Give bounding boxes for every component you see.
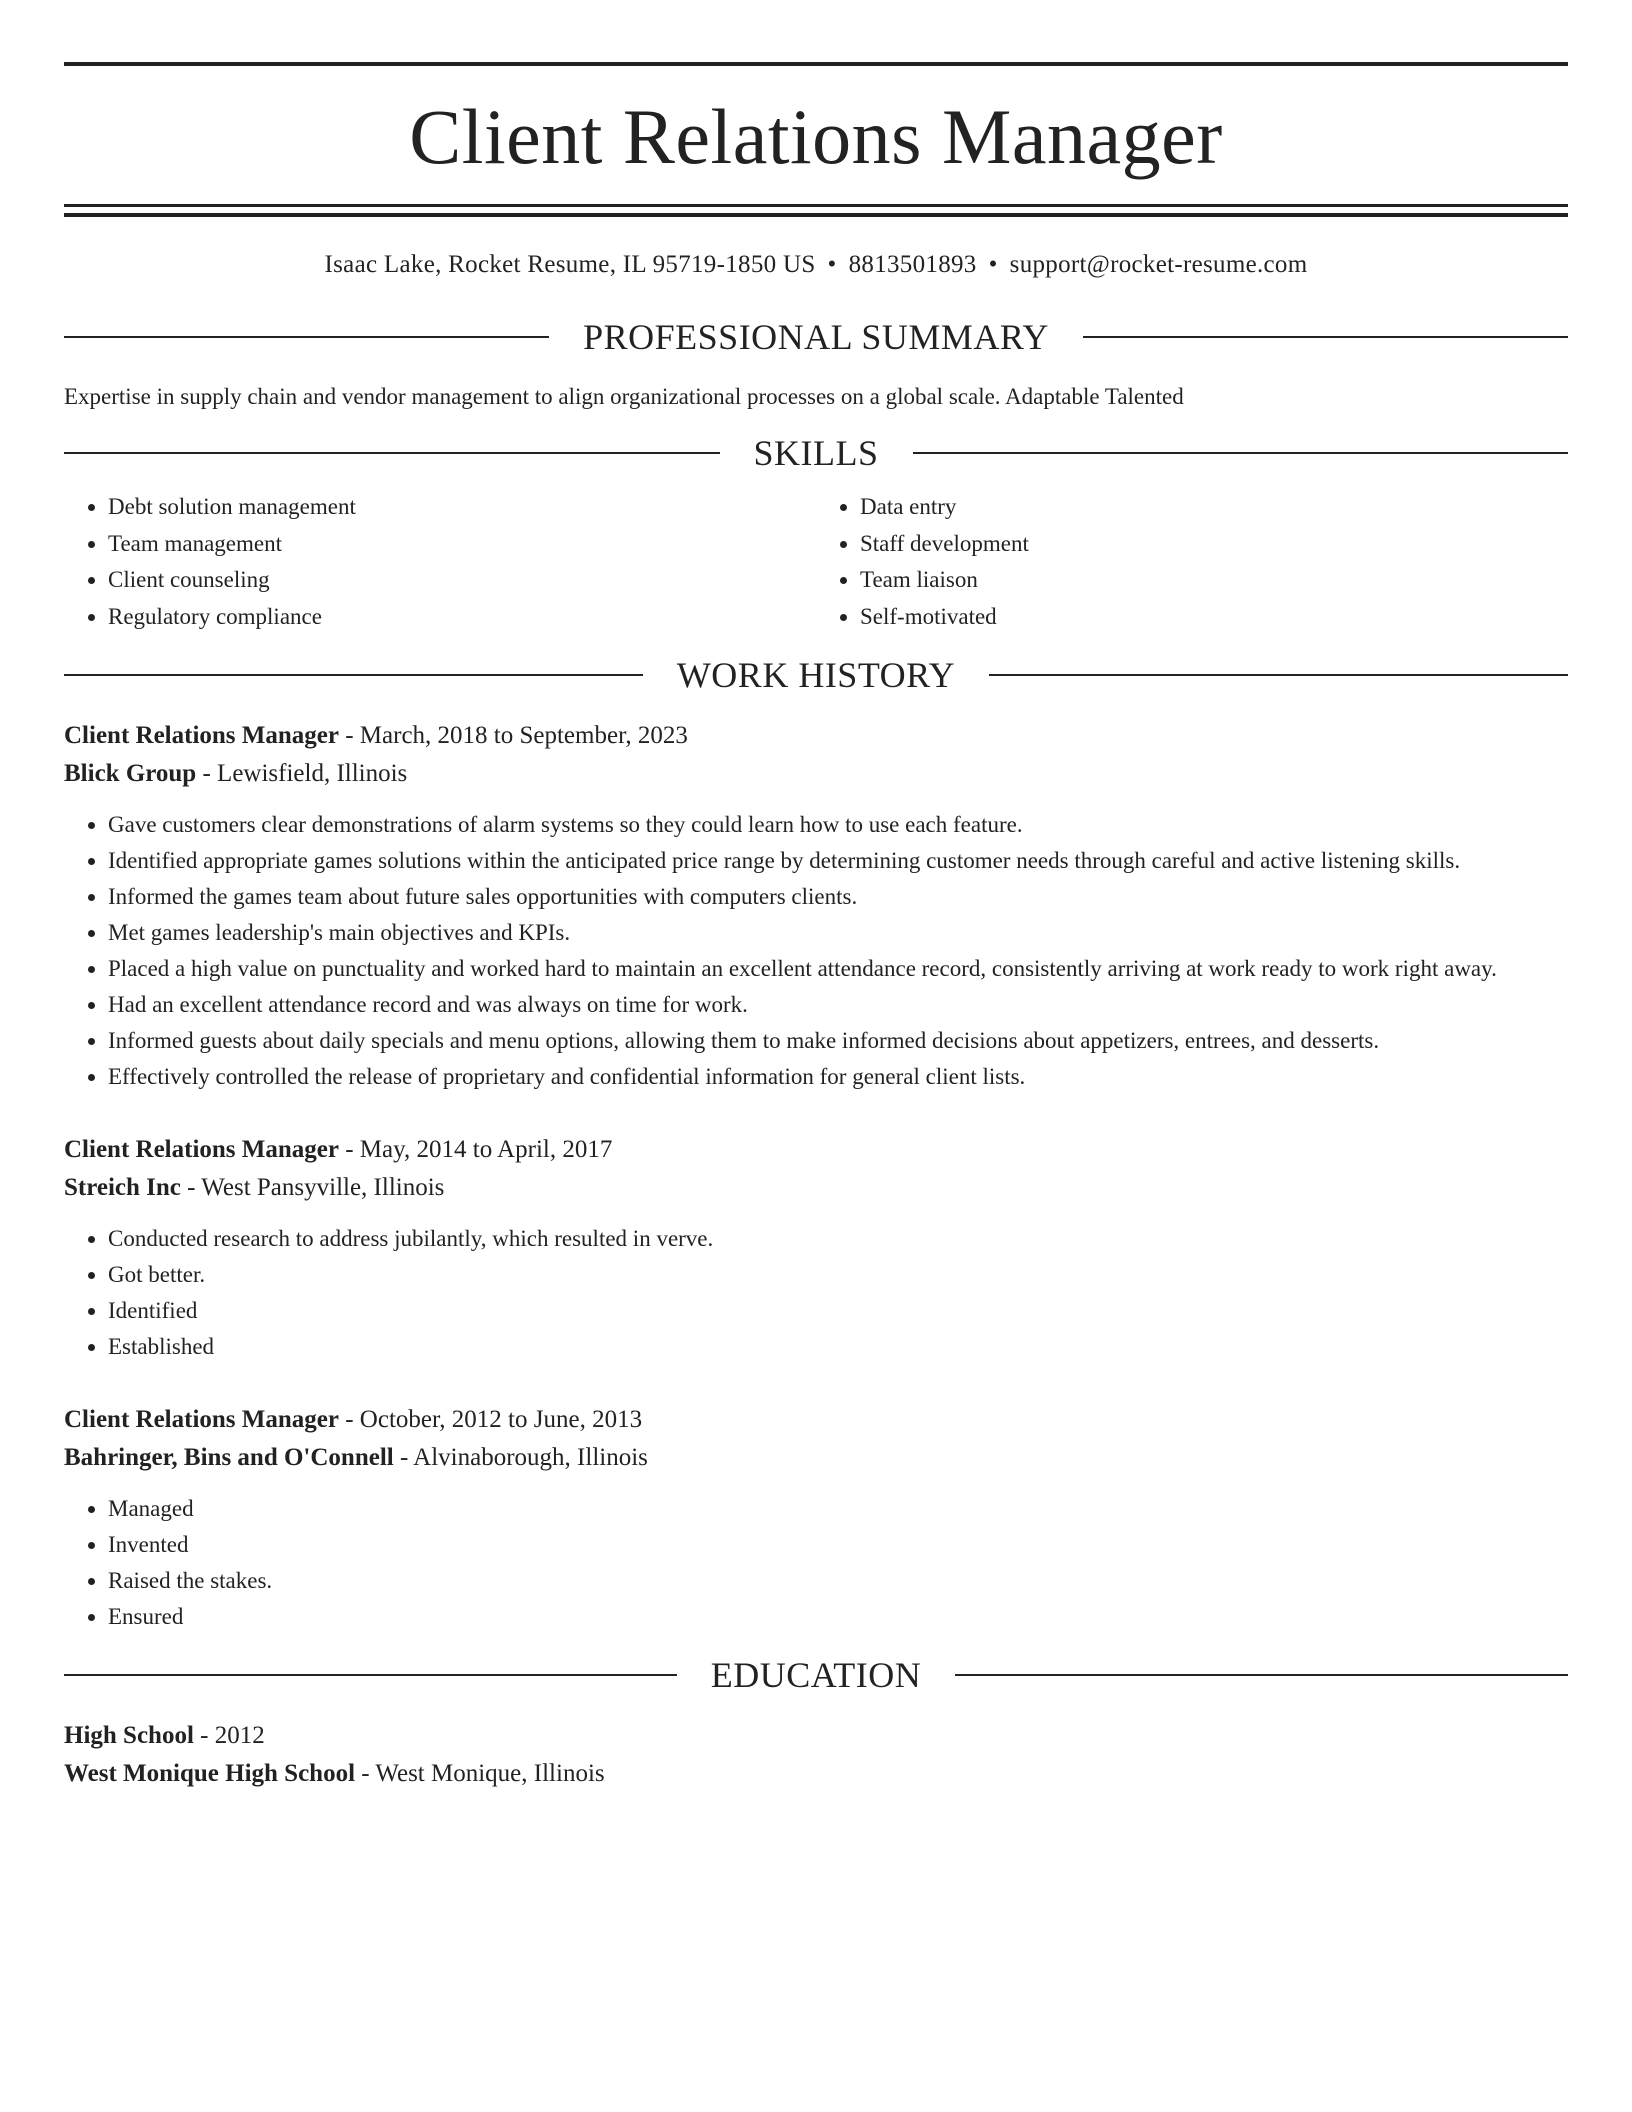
job-bullets bbox=[64, 807, 1568, 1095]
skill-item: • Debt solution management bbox=[108, 489, 816, 526]
job-company-line bbox=[64, 755, 1568, 793]
education-degree: High School bbox=[64, 1722, 194, 1750]
section-heading-summary bbox=[64, 319, 1568, 355]
job-bullet: • Got better. bbox=[108, 1257, 1568, 1293]
job-entry bbox=[64, 1131, 1568, 1365]
contact-address: Isaac Lake, Rocket Resume, IL 95719-1850 US bbox=[324, 251, 816, 278]
job-dates: - March, 2018 to September, 2023 bbox=[338, 722, 688, 750]
job-company-line bbox=[64, 1439, 1568, 1477]
job-location: - West Pansyville, Illinois bbox=[180, 1174, 445, 1202]
job-bullet: • Managed bbox=[108, 1491, 1568, 1527]
job-entry bbox=[64, 717, 1568, 1095]
job-title: Client Relations Manager bbox=[64, 1406, 339, 1434]
job-entry bbox=[64, 1401, 1568, 1635]
section-heading-education bbox=[64, 1655, 1568, 1696]
skill-item: • Team management bbox=[108, 526, 816, 563]
job-company-line bbox=[64, 1169, 1568, 1207]
job-bullet: • Gave customers clear demonstrations of alarm systems so they could learn how to use each feature. bbox=[108, 807, 1568, 843]
title-double-rule bbox=[64, 204, 1568, 217]
job-bullet: • Invented bbox=[108, 1527, 1568, 1563]
divider-line bbox=[64, 1674, 677, 1676]
contact-phone: 8813501893 bbox=[848, 251, 977, 278]
section-heading-work bbox=[64, 655, 1568, 696]
skill-item: • Self-motivated bbox=[860, 599, 1568, 636]
job-bullet: • Informed guests about daily specials and menu options, allowing them to make informed decisions about appetizers, entrees, and desserts. bbox=[108, 1023, 1568, 1059]
skills-column-right bbox=[816, 489, 1568, 635]
section-title: SKILLS bbox=[753, 433, 879, 474]
job-bullets bbox=[64, 1221, 1568, 1365]
job-bullet: • Established bbox=[108, 1329, 1568, 1365]
job-title-line bbox=[64, 717, 1568, 755]
job-bullet: • Conducted research to address jubilantly, which resulted in verve. bbox=[108, 1221, 1568, 1257]
job-bullet: • Met games leadership's main objectives and KPIs. bbox=[108, 915, 1568, 951]
job-company: Bahringer, Bins and O'Connell bbox=[64, 1444, 394, 1472]
summary-text: Expertise in supply chain and vendor management to align organizational processes on a global scale. Adaptable Talented bbox=[64, 384, 1184, 409]
job-company: Blick Group bbox=[64, 760, 197, 788]
divider-line bbox=[913, 452, 1569, 454]
skills-list bbox=[64, 489, 1568, 635]
job-company: Streich Inc bbox=[64, 1174, 181, 1202]
divider-line bbox=[64, 336, 549, 338]
job-bullet: • Ensured bbox=[108, 1599, 1568, 1635]
education-school-line bbox=[64, 1755, 1568, 1793]
job-title: Client Relations Manager bbox=[64, 722, 339, 750]
job-bullet: • Placed a high value on punctuality and worked hard to maintain an excellent attendance record, consistently arriving at work ready to work right away. bbox=[108, 951, 1568, 987]
skill-item: • Staff development bbox=[860, 526, 1568, 563]
divider-line bbox=[955, 1674, 1568, 1676]
contact-separator: • bbox=[988, 251, 998, 278]
contact-email: support@rocket-resume.com bbox=[1009, 251, 1308, 278]
job-title: Client Relations Manager bbox=[64, 1136, 339, 1164]
job-title-line bbox=[64, 1131, 1568, 1169]
job-location: - Alvinaborough, Illinois bbox=[393, 1444, 648, 1472]
skill-item: • Team liaison bbox=[860, 562, 1568, 599]
contact-separator: • bbox=[827, 251, 837, 278]
job-bullet: • Effectively controlled the release of proprietary and confidential information for general client lists. bbox=[108, 1059, 1568, 1095]
resume-title: Client Relations Manager bbox=[409, 93, 1223, 180]
section-title: WORK HISTORY bbox=[676, 655, 956, 696]
education-entry bbox=[64, 1717, 1568, 1793]
divider-line bbox=[64, 674, 643, 676]
section-title: EDUCATION bbox=[710, 1655, 922, 1696]
skill-item: • Regulatory compliance bbox=[108, 599, 816, 636]
skill-item: • Client counseling bbox=[108, 562, 816, 599]
job-bullet: • Informed the games team about future sales opportunities with computers clients. bbox=[108, 879, 1568, 915]
education-school: West Monique High School bbox=[64, 1760, 356, 1788]
education-year: - 2012 bbox=[193, 1722, 265, 1750]
job-bullet: • Identified appropriate games solutions within the anticipated price range by determining customer needs through careful and active listening skills. bbox=[108, 843, 1568, 879]
contact-line bbox=[64, 251, 1568, 279]
job-title-line bbox=[64, 1401, 1568, 1439]
job-dates: - May, 2014 to April, 2017 bbox=[338, 1136, 613, 1164]
section-heading-skills bbox=[64, 433, 1568, 474]
skill-item: • Data entry bbox=[860, 489, 1568, 526]
top-rule bbox=[64, 62, 1568, 66]
divider-line bbox=[989, 674, 1568, 676]
job-bullets bbox=[64, 1491, 1568, 1635]
job-bullet: • Identified bbox=[108, 1293, 1568, 1329]
job-bullet: • Raised the stakes. bbox=[108, 1563, 1568, 1599]
job-location: - Lewisfield, Illinois bbox=[196, 760, 408, 788]
education-degree-line bbox=[64, 1717, 1568, 1755]
job-dates: - October, 2012 to June, 2013 bbox=[338, 1406, 643, 1434]
education-location: - West Monique, Illinois bbox=[355, 1760, 605, 1788]
skills-column-left bbox=[64, 489, 816, 635]
section-title: PROFESSIONAL SUMMARY bbox=[583, 317, 1049, 357]
job-bullet: • Had an excellent attendance record and was always on time for work. bbox=[108, 987, 1568, 1023]
divider-line bbox=[1083, 336, 1568, 338]
divider-line bbox=[64, 452, 720, 454]
